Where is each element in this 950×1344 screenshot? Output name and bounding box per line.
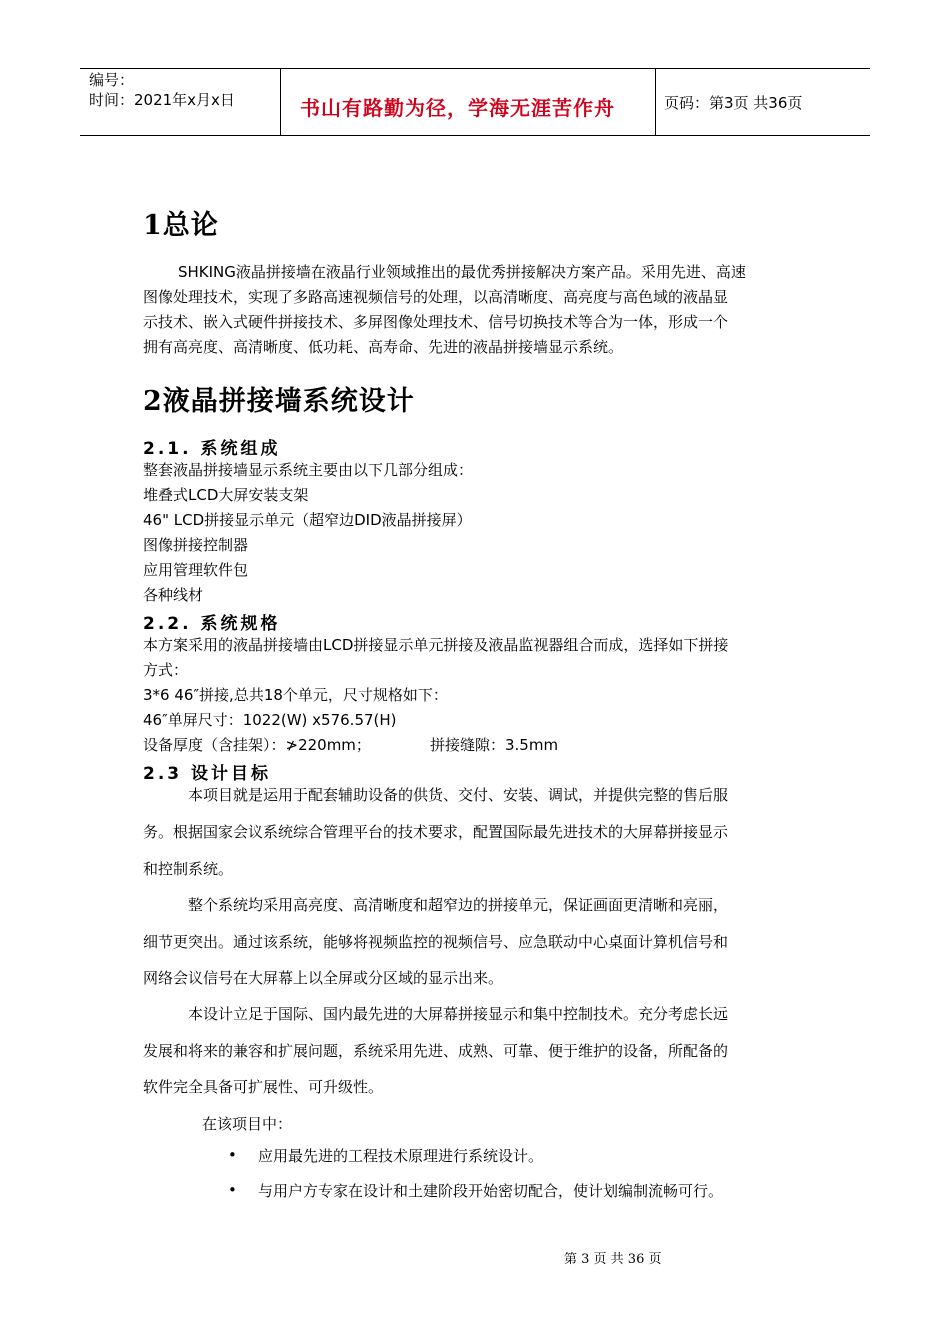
section-1-line: SHKING液晶拼接墙在液晶行业领域推出的最优秀拼接解决方案产品。采用先进、高速 <box>178 263 746 281</box>
spec-line: 3*6 46″拼接,总共18个单元，尺寸规格如下： <box>143 686 448 704</box>
header-divider-left <box>280 68 281 136</box>
design-goal-line: 本设计立足于国际、国内最先进的大屏幕拼接显示和集中控制技术。充分考虑长远 <box>188 1005 729 1023</box>
component-item: 图像拼接控制器 <box>143 536 249 554</box>
section-2-1-title: 2.1. 系统组成 <box>143 439 281 459</box>
component-item: 应用管理软件包 <box>143 561 249 579</box>
design-goal-line: 本项目就是运用于配套辅助设备的供货、交付、安装、调试，并提供完整的售后服 <box>188 786 729 804</box>
component-item: 各种线材 <box>143 586 204 604</box>
section-2-3-title: 2.3 设计目标 <box>143 764 272 784</box>
bullet-item: 应用最先进的工程技术原理进行系统设计。 <box>258 1147 544 1165</box>
design-goal-line: 务。根据国家会议系统综合管理平台的技术要求，配置国际最先进技术的大屏幕拼接显示 <box>143 823 729 841</box>
bullet-item: 与用户方专家在设计和土建阶段开始密切配合，使计划编制流畅可行。 <box>258 1182 724 1200</box>
design-goal-line: 整个系统均采用高亮度、高清晰度和超窄边的拼接单元，保证画面更清晰和亮丽， <box>188 896 729 914</box>
section-1-title: 1总论 <box>143 210 219 241</box>
bullet-dot: • <box>228 1146 237 1164</box>
footer-page-number: 第 3 页 共 36 页 <box>564 1252 662 1267</box>
section-1-line: 图像处理技术，实现了多路高速视频信号的处理，以高清晰度、高亮度与高色域的液晶显 <box>143 288 729 306</box>
section-2-title: 2液晶拼接墙系统设计 <box>143 386 415 417</box>
section-2-2-title: 2.2. 系统规格 <box>143 614 281 634</box>
header-divider-right <box>655 68 656 136</box>
design-goal-line: 发展和将来的兼容和扩展问题，系统采用先进、成熟、可靠、便于维护的设备，所配备的 <box>143 1042 729 1060</box>
spec-depth: 设备厚度（含挂架）：≯220mm； <box>143 736 371 754</box>
bullet-dot: • <box>228 1181 237 1199</box>
section-2-1-intro: 整套液晶拼接墙显示系统主要由以下几部分组成： <box>143 461 474 479</box>
spec-line: 方式： <box>143 661 189 679</box>
spec-gap: 拼接缝隙：3.5mm <box>430 736 559 754</box>
component-item: 46" LCD拼接显示单元（超窄边DID液晶拼接屏） <box>143 511 472 529</box>
design-goal-line: 和控制系统。 <box>143 860 234 878</box>
section-1-line: 示技术、嵌入式硬件拼接技术、多屏图像处理技术、信号切换技术等合为一体，形成一个 <box>143 313 729 331</box>
header-top-border <box>80 68 870 69</box>
component-item: 堆叠式LCD大屏安装支架 <box>143 486 309 504</box>
header-motto: 书山有路勤为径，学海无涯苦作舟 <box>300 96 615 120</box>
header-bottom-border <box>80 135 870 136</box>
design-goal-line: 细节更突出。通过该系统，能够将视频监控的视频信号、应急联动中心桌面计算机信号和 <box>143 933 729 951</box>
design-goal-line: 网络会议信号在大屏幕上以全屏或分区域的显示出来。 <box>143 969 504 987</box>
spec-line: 46″单屏尺寸：1022(W) x576.57(H) <box>143 711 397 729</box>
doc-number-label: 编号： <box>89 71 135 89</box>
design-goal-line: 软件完全具备可扩展性、可升级性。 <box>143 1078 384 1096</box>
design-goal-line: 在该项目中： <box>202 1115 293 1133</box>
doc-time-label: 时间：2021年x月x日 <box>89 91 235 109</box>
spec-line: 本方案采用的液晶拼接墙由LCD拼接显示单元拼接及液晶监视器组合而成，选择如下拼接 <box>143 636 729 654</box>
section-1-line: 拥有高亮度、高清晰度、低功耗、高寿命、先进的液晶拼接墙显示系统。 <box>143 338 624 356</box>
header-page-label: 页码：第3页 共36页 <box>664 94 803 112</box>
